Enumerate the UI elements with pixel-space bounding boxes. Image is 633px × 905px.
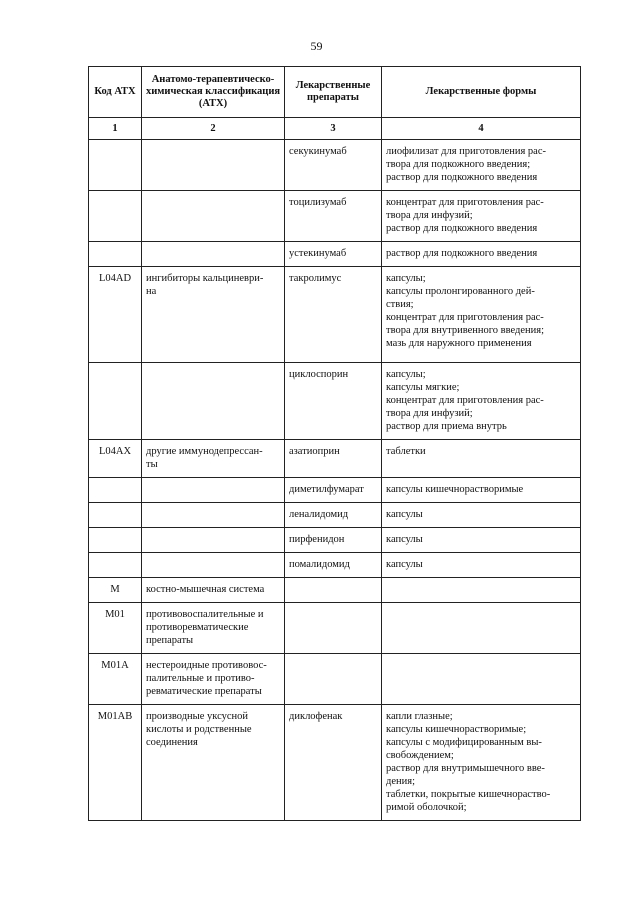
table-row [89,603,581,654]
table-row [89,191,581,242]
dosage-form-line: таблетки, покрытые кишечнораство- [386,789,551,800]
atx-code-cell: L04AD [89,267,142,363]
column-number: 3 [285,118,382,140]
dosage-forms-cell [382,603,581,654]
drug-name-cell: леналидомид [285,503,382,528]
dosage-form-line: римой оболочкой; [386,802,467,813]
atx-code-cell: M01 [89,603,142,654]
table-row [89,578,581,603]
dosage-form-line: капли глазные; [386,711,453,722]
dosage-form-line: таблетки [386,446,426,457]
table-row [89,503,581,528]
classification-cell [142,478,285,503]
atx-code-cell [89,503,142,528]
dosage-form-line: капсулы [386,559,423,570]
atx-code-cell [89,553,142,578]
drug-name-cell: тоцилизумаб [285,191,382,242]
dosage-form-line: раствор для подкожного введения [386,172,538,183]
drug-name-cell: диклофенак [285,705,382,821]
table-body [89,140,581,821]
dosage-form-line: концентрат для приготовления рас- [386,395,544,406]
dosage-form-line: раствор для подкожного введения [386,248,538,259]
drug-name-cell [285,654,382,705]
atx-classification-table [88,66,581,821]
atx-code-cell [89,363,142,440]
dosage-forms-cell [382,140,581,191]
dosage-form-line: концентрат для приготовления рас- [386,197,544,208]
classification-cell [142,267,285,363]
table-row [89,267,581,363]
classification-cell [142,503,285,528]
table-row [89,553,581,578]
classification-line: костно-мышечная система [146,584,265,595]
dosage-form-line: раствор для внутримышечного вве- [386,763,545,774]
drug-name-cell: секукинумаб [285,140,382,191]
dosage-form-line: свобождением; [386,750,454,761]
classification-cell [142,603,285,654]
table-row [89,363,581,440]
atx-code-cell [89,242,142,267]
dosage-form-line: дения; [386,776,415,787]
dosage-form-line: капсулы мягкие; [386,382,460,393]
classification-line: препараты [146,635,194,646]
dosage-form-line: твора для внутривенного введения; [386,325,545,336]
table-row [89,440,581,478]
dosage-form-line: раствор для подкожного введения [386,223,538,234]
dosage-form-line: мазь для наружного применения [386,338,532,349]
drug-name-cell: пирфенидон [285,528,382,553]
classification-cell [142,242,285,267]
dosage-form-line: раствор для приема внутрь [386,421,507,432]
dosage-form-line: капсулы [386,534,423,545]
classification-cell [142,553,285,578]
dosage-form-line: капсулы кишечнорастворимые; [386,724,527,735]
dosage-form-line: капсулы с модифицированным вы- [386,737,542,748]
dosage-form-line: твора для подкожного введения; [386,159,531,170]
column-number: 2 [142,118,285,140]
column-number: 1 [89,118,142,140]
dosage-form-line: капсулы; [386,369,426,380]
dosage-forms-cell [382,553,581,578]
dosage-forms-cell [382,440,581,478]
classification-line: на [146,286,157,297]
table-row [89,528,581,553]
classification-cell [142,705,285,821]
dosage-form-line: ствия; [386,299,414,310]
dosage-form-line: твора для инфузий; [386,210,473,221]
classification-cell [142,528,285,553]
dosage-forms-cell [382,528,581,553]
header-classification: Анатомо-терапевтическо-химическая классификация (АТХ) [142,67,285,118]
classification-cell [142,191,285,242]
dosage-forms-cell [382,191,581,242]
classification-cell [142,654,285,705]
classification-line: ты [146,459,158,470]
header-code: Код АТХ [89,67,142,118]
page-number: 59 [310,39,323,53]
dosage-forms-cell [382,578,581,603]
column-number-row [89,118,581,140]
drug-name-cell: азатиоприн [285,440,382,478]
dosage-forms-cell [382,363,581,440]
atx-code-cell [89,140,142,191]
dosage-forms-cell [382,267,581,363]
classification-line: кислоты и родственные [146,724,252,735]
table-header-row [89,67,581,118]
atx-code-cell [89,191,142,242]
drug-name-cell: такролимус [285,267,382,363]
table-row [89,140,581,191]
drug-name-cell: помалидомид [285,553,382,578]
dosage-forms-cell [382,654,581,705]
dosage-form-line: капсулы [386,509,423,520]
dosage-form-line: концентрат для приготовления рас- [386,312,544,323]
drug-name-cell: устекинумаб [285,242,382,267]
dosage-forms-cell [382,503,581,528]
dosage-forms-cell [382,705,581,821]
header-forms: Лекарственные формы [382,67,581,118]
column-number: 4 [382,118,581,140]
dosage-forms-cell [382,242,581,267]
drug-name-cell [285,603,382,654]
atx-code-cell [89,478,142,503]
atx-code-cell: L04AX [89,440,142,478]
classification-cell [142,363,285,440]
classification-cell [142,140,285,191]
classification-cell [142,440,285,478]
table-row [89,705,581,821]
classification-line: палительные и противо- [146,673,255,684]
classification-cell [142,578,285,603]
classification-line: ингибиторы кальциневри- [146,273,264,284]
table-row [89,654,581,705]
table-row [89,242,581,267]
atx-code-cell [89,528,142,553]
drug-name-cell: диметилфумарат [285,478,382,503]
atx-code-cell: M01AB [89,705,142,821]
classification-line: соединения [146,737,198,748]
dosage-form-line: лиофилизат для приготовления рас- [386,146,547,157]
dosage-form-line: капсулы кишечнорастворимые [386,484,524,495]
table-row [89,478,581,503]
dosage-form-line: капсулы пролонгированного дей- [386,286,535,297]
atx-code-cell: M [89,578,142,603]
classification-line: производные уксусной [146,711,249,722]
dosage-form-line: капсулы; [386,273,426,284]
drug-name-cell: циклоспорин [285,363,382,440]
dosage-forms-cell [382,478,581,503]
atx-code-cell: M01A [89,654,142,705]
classification-line: противоревматические [146,622,249,633]
drug-name-cell [285,578,382,603]
dosage-form-line: твора для инфузий; [386,408,473,419]
classification-line: нестероидные противовос- [146,660,267,671]
header-drugs: Лекарственные препараты [285,67,382,118]
classification-line: другие иммунодепрессан- [146,446,263,457]
classification-line: ревматические препараты [146,686,262,697]
classification-line: противовоспалительные и [146,609,264,620]
